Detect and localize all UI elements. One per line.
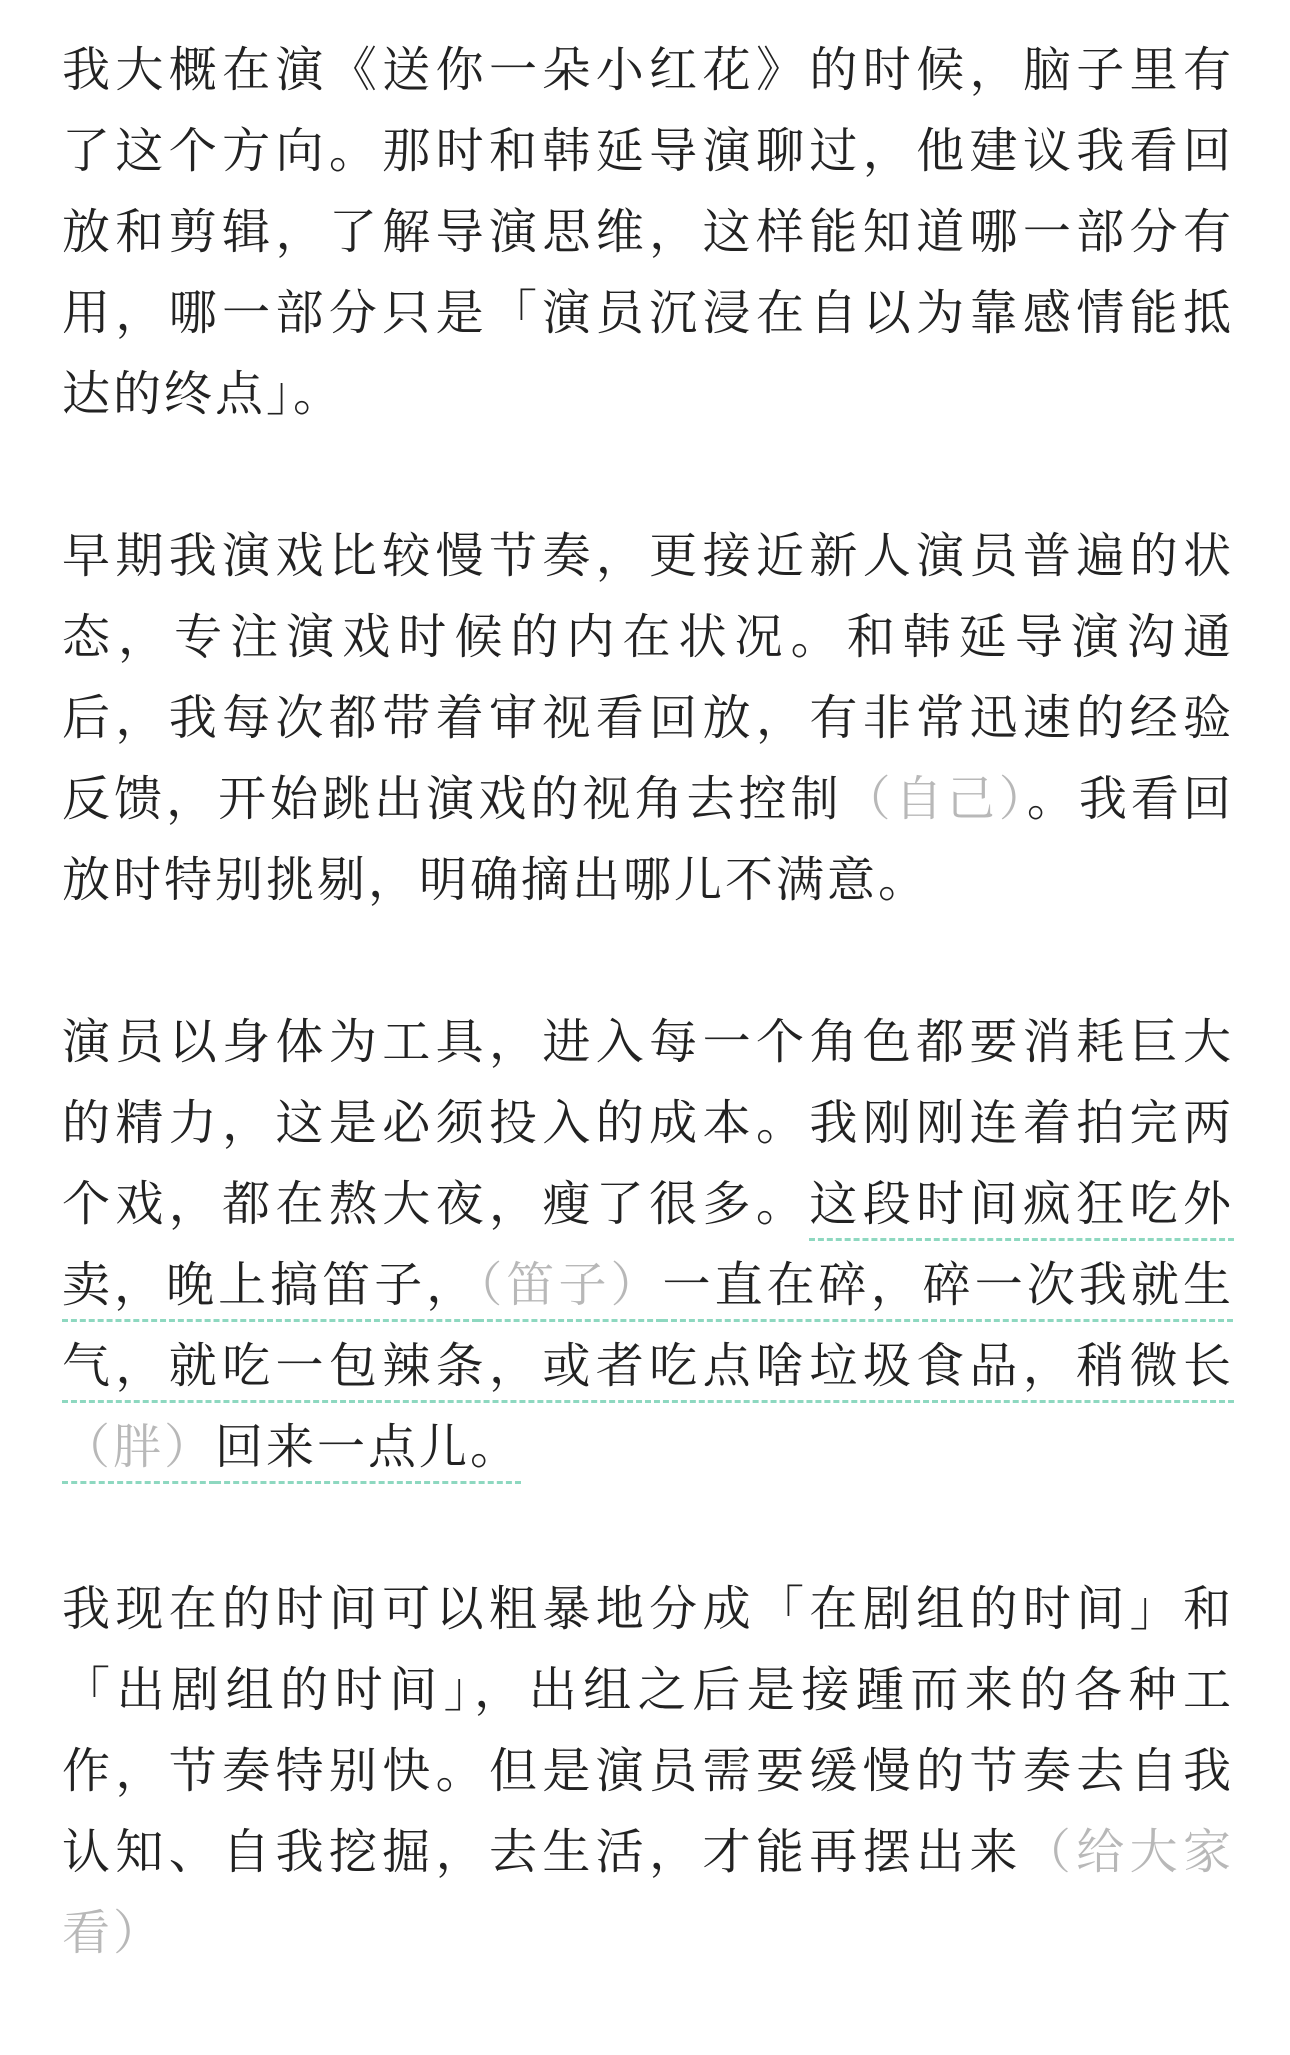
body-text: 早期我演戏比较慢节奏，更接近新人演员普遍的状态，专注演戏时候的内在状况。和韩延导演沟通后，我每次都带着审视看回放，有非常迅速的经验反馈，开始跳出演戏的视角去控制	[62, 528, 1234, 827]
highlighted-text[interactable]: 一直在碎，碎一次我就生气，就吃一包辣条，或者吃点啥垃圾食品，稍微长	[62, 1257, 1234, 1394]
highlighted-text[interactable]: 这段时间疯狂吃外卖，晚上搞笛子，	[62, 1176, 1234, 1313]
paragraph-1	[62, 30, 1234, 435]
body-text: 。我看回放时特别挑剔，明确摘出哪儿不满意。	[62, 771, 1234, 908]
body-text: 我大概在演《送你一朵小红花》的时候，脑子里有了这个方向。那时和韩延导演聊过，他建议我看回放和剪辑，了解导演思维，这样能知道哪一部分有用，哪一部分只是「演员沉浸在自以为靠感情能抵达的终点」。	[62, 42, 1234, 422]
aside-note: （给大家看）	[62, 1824, 1234, 1961]
article-body	[62, 30, 1234, 2055]
paragraph-2	[62, 516, 1234, 921]
paragraph-3	[62, 1002, 1234, 1488]
paragraph-4	[62, 1569, 1234, 1974]
highlighted-aside-note[interactable]: （胖）	[62, 1419, 216, 1475]
highlighted-text[interactable]: 回来一点儿。	[215, 1419, 522, 1475]
aside-note: （自己）	[842, 771, 1027, 827]
highlighted-aside-note[interactable]: （笛子）	[478, 1257, 663, 1313]
body-text: 我现在的时间可以粗暴地分成「在剧组的时间」和「出剧组的时间」，出组之后是接踵而来的各种工作，节奏特别快。但是演员需要缓慢的节奏去自我认知、自我挖掘，去生活，才能再摆出来	[62, 1581, 1234, 1880]
body-text: 演员以身体为工具，进入每一个角色都要消耗巨大的精力，这是必须投入的成本。我刚刚连着拍完两个戏，都在熬大夜，瘦了很多。	[62, 1014, 1234, 1232]
